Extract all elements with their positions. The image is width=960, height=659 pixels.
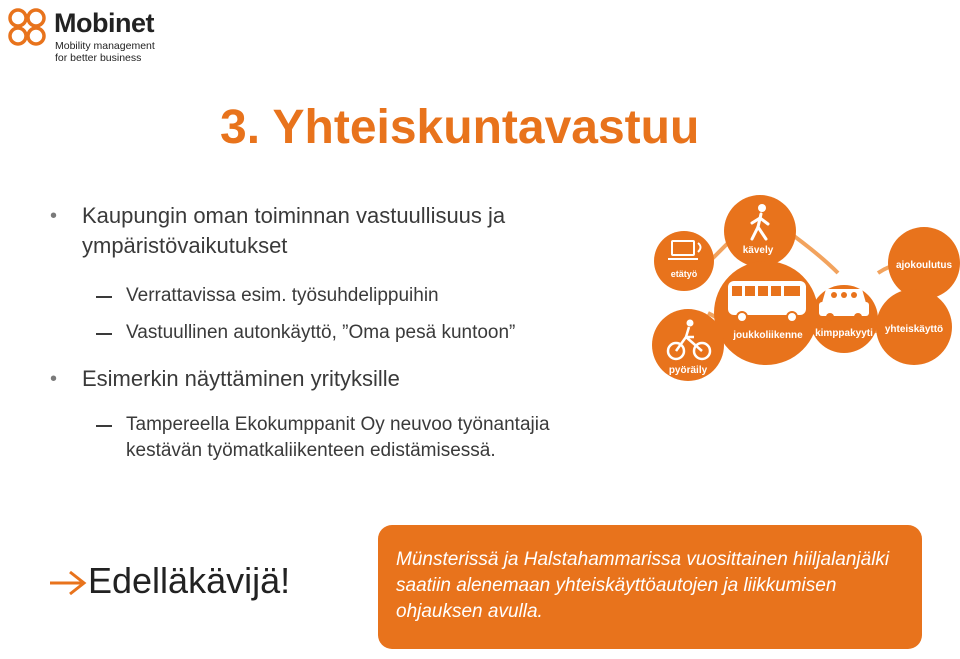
mobinet-logo <box>6 6 206 62</box>
kimppakyyti-node <box>810 285 878 353</box>
bullet-item <box>50 201 672 261</box>
callout-box <box>378 525 922 649</box>
bullet-text: Esimerkin näyttäminen yrityksille <box>82 366 400 391</box>
kavely-node <box>724 195 796 267</box>
sub-bullet-item <box>126 283 646 309</box>
etatyo-label: etätyö <box>670 269 698 279</box>
logo-name: Mobinet <box>54 8 154 38</box>
joukkoliikenne-node <box>714 261 818 365</box>
dash-icon <box>96 296 112 298</box>
kimppakyyti-label: kimppakyyti <box>815 328 873 339</box>
bullet-text: Kaupungin oman toiminnan vastuullisuus ja ympäristövaikutukset <box>82 203 506 258</box>
sub-bullet-text: Vastuullinen autonkäyttö, ”Oma pesä kuntoon” <box>126 322 516 343</box>
sub-bullet-text: Verrattavissa esim. työsuhdelippuihin <box>126 285 439 306</box>
slide-title: 3. Yhteiskuntavastuu <box>220 101 700 154</box>
arrow-right-icon <box>48 568 88 598</box>
logo-tagline-line2: for better business <box>55 52 142 64</box>
mobility-infographic <box>648 193 960 411</box>
sub-bullet-item <box>126 320 656 346</box>
bullet-dot-icon: • <box>50 205 58 227</box>
sub-bullet-item <box>126 412 596 464</box>
callout-text: Münsterissä ja Halstahammarissa vuosittainen hiiljalanjälki saatiin alenemaan yhteiskäyttöautojen ja liikkumisen ohjauksen avulla. <box>396 549 890 622</box>
edellakavija-text <box>48 560 290 602</box>
logo-tagline <box>55 40 155 64</box>
sub-bullet-text: Tampereella Ekokumppanit Oy neuvoo työnantajia kestävän työmatkaliikenteen edistämisessä. <box>126 414 550 461</box>
etatyo-node <box>654 231 714 291</box>
bullet-item <box>50 364 642 394</box>
bullet-dot-icon: • <box>50 368 58 390</box>
joukkoliikenne-label: joukkoliikenne <box>733 330 803 341</box>
mobinet-logo-rings-icon <box>6 6 50 50</box>
ajokoulutus-label: ajokoulutus <box>895 260 953 271</box>
dash-icon <box>96 425 112 427</box>
pyoraily-node <box>652 309 724 381</box>
kavely-label: kävely <box>742 245 774 256</box>
edellakavija-label: Edelläkävijä! <box>88 560 291 601</box>
ajokoulutus-node <box>888 227 960 299</box>
dash-icon <box>96 333 112 335</box>
logo-tagline-line1: Mobility management <box>55 40 155 52</box>
pyoraily-label: pyöräily <box>668 365 708 376</box>
yhteiskaytto-node <box>876 289 952 365</box>
yhteiskaytto-label: yhteiskäyttö <box>884 324 944 335</box>
